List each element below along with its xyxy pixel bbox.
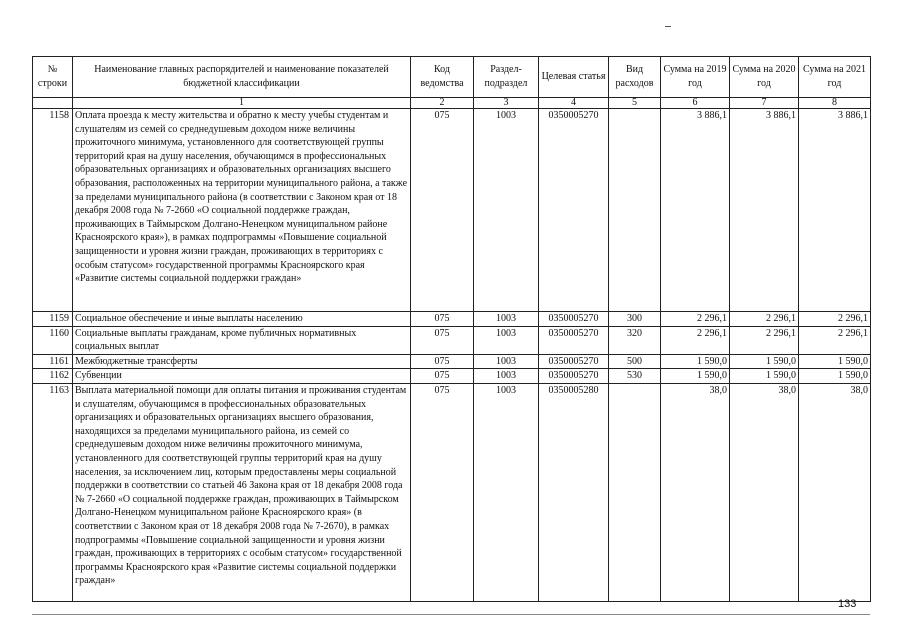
scan-mark — [665, 26, 671, 27]
row-sum-2021: 2 296,1 — [799, 326, 871, 354]
divider — [32, 614, 870, 615]
row-sum-2019: 1 590,0 — [661, 369, 730, 384]
row-dept-code: 075 — [411, 109, 474, 312]
row-section: 1003 — [474, 369, 539, 384]
row-section: 1003 — [474, 326, 539, 354]
row-sum-2020: 38,0 — [730, 383, 799, 601]
header-section: Раздел-подраздел — [474, 57, 539, 98]
column-number: 6 — [661, 98, 730, 109]
row-section: 1003 — [474, 354, 539, 369]
header-sum-2021: Сумма на 2021 год — [799, 57, 871, 98]
row-target: 0350005270 — [539, 312, 609, 327]
row-sum-2019: 1 590,0 — [661, 354, 730, 369]
row-sum-2019: 3 886,1 — [661, 109, 730, 312]
column-number: 2 — [411, 98, 474, 109]
row-number: 1163 — [33, 383, 73, 601]
column-number: 8 — [799, 98, 871, 109]
row-dept-code: 075 — [411, 383, 474, 601]
row-target: 0350005270 — [539, 109, 609, 312]
row-sum-2020: 2 296,1 — [730, 326, 799, 354]
column-number-row — [33, 98, 871, 109]
column-number-blank — [33, 98, 73, 109]
header-row-no: № строки — [33, 57, 73, 98]
row-number: 1161 — [33, 354, 73, 369]
table-row — [33, 354, 871, 369]
row-exp-type — [609, 383, 661, 601]
row-sum-2021: 3 886,1 — [799, 109, 871, 312]
row-sum-2020: 1 590,0 — [730, 369, 799, 384]
row-target: 0350005280 — [539, 383, 609, 601]
column-number: 1 — [73, 98, 411, 109]
header-target: Целевая статья — [539, 57, 609, 98]
column-number: 3 — [474, 98, 539, 109]
row-name: Оплата проезда к месту жительства и обратно к месту учебы студентам и слушателям из семей со среднедушевым доходом ниже величины прожиточного минимума, установленного для соответствующей группы территорий края на душу населения, обучающимся в профессиональных образовательных организациях и образовательных организациях высшего образования, расположенных на территории муниципального района, а также за пределами муниципального района (в соответствии с Законом края от 18 декабря 2008 года № 7-2660 «О социальной поддержке граждан, проживающих в Таймырском Долгано-Ненецком муниципальном районе Красноярского края»), в рамках подпрограммы «Повышение социальной защищенности и уровня жизни граждан, проживающих в территориях с особым статусом» государственной программы Красноярского края «Развитие системы социальной поддержки граждан» — [73, 109, 411, 312]
row-sum-2020: 3 886,1 — [730, 109, 799, 312]
row-name: Социальное обеспечение и иные выплаты населению — [73, 312, 411, 327]
column-number: 5 — [609, 98, 661, 109]
row-exp-type: 500 — [609, 354, 661, 369]
table-row — [33, 383, 871, 601]
column-number: 7 — [730, 98, 799, 109]
row-target: 0350005270 — [539, 354, 609, 369]
row-sum-2019: 2 296,1 — [661, 326, 730, 354]
row-dept-code: 075 — [411, 312, 474, 327]
header-dept-code: Код ведомства — [411, 57, 474, 98]
table-row — [33, 312, 871, 327]
table-row — [33, 326, 871, 354]
row-sum-2021: 1 590,0 — [799, 369, 871, 384]
row-sum-2020: 2 296,1 — [730, 312, 799, 327]
row-section: 1003 — [474, 383, 539, 601]
table-row — [33, 109, 871, 312]
row-sum-2021: 2 296,1 — [799, 312, 871, 327]
row-section: 1003 — [474, 109, 539, 312]
header-exp-type: Вид расходов — [609, 57, 661, 98]
row-target: 0350005270 — [539, 369, 609, 384]
row-number: 1162 — [33, 369, 73, 384]
row-section: 1003 — [474, 312, 539, 327]
header-sum-2020: Сумма на 2020 год — [730, 57, 799, 98]
table-row — [33, 369, 871, 384]
row-sum-2019: 38,0 — [661, 383, 730, 601]
row-name: Социальные выплаты гражданам, кроме публичных нормативных социальных выплат — [73, 326, 411, 354]
row-exp-type: 300 — [609, 312, 661, 327]
row-sum-2021: 38,0 — [799, 383, 871, 601]
row-exp-type — [609, 109, 661, 312]
row-dept-code: 075 — [411, 326, 474, 354]
budget-table — [32, 56, 871, 602]
row-number: 1160 — [33, 326, 73, 354]
row-dept-code: 075 — [411, 369, 474, 384]
row-number: 1158 — [33, 109, 73, 312]
column-number: 4 — [539, 98, 609, 109]
row-sum-2019: 2 296,1 — [661, 312, 730, 327]
header-name: Наименование главных распорядителей и наименование показателей бюджетной классификации — [73, 57, 411, 98]
row-sum-2020: 1 590,0 — [730, 354, 799, 369]
row-number: 1159 — [33, 312, 73, 327]
row-name: Субвенции — [73, 369, 411, 384]
row-target: 0350005270 — [539, 326, 609, 354]
row-sum-2021: 1 590,0 — [799, 354, 871, 369]
row-name: Выплата материальной помощи для оплаты питания и проживания студентам и слушателям, обучающимся в профессиональных образовательных организациях и образовательных организациях высшего образования, находящихся за пределами муниципального района, из семей со среднедушевым доходом ниже величины прожиточного минимума, установленного для соответствующей группы территорий края на душу населения, за исключением лиц, которым предоставлены меры социальной поддержки в соответствии со статьей 46 Закона края от 18 декабря 2008 года № 7-2660 «О социальной поддержке граждан, проживающих в Таймырском Долгано-Ненецком муниципальном районе Красноярского края» (в соответствии с Законом края от 18 декабря 2008 года № 7-2670), в рамках подпрограммы «Повышение социальной защищенности и уровня жизни граждан, проживающих в территориях с особым статусом» государственной программы Красноярского края «Развитие системы социальной поддержки граждан» — [73, 383, 411, 601]
row-exp-type: 530 — [609, 369, 661, 384]
row-dept-code: 075 — [411, 354, 474, 369]
page-number: 133 — [838, 598, 857, 610]
row-name: Межбюджетные трансферты — [73, 354, 411, 369]
table-header-row — [33, 57, 871, 98]
row-exp-type: 320 — [609, 326, 661, 354]
header-sum-2019: Сумма на 2019 год — [661, 57, 730, 98]
